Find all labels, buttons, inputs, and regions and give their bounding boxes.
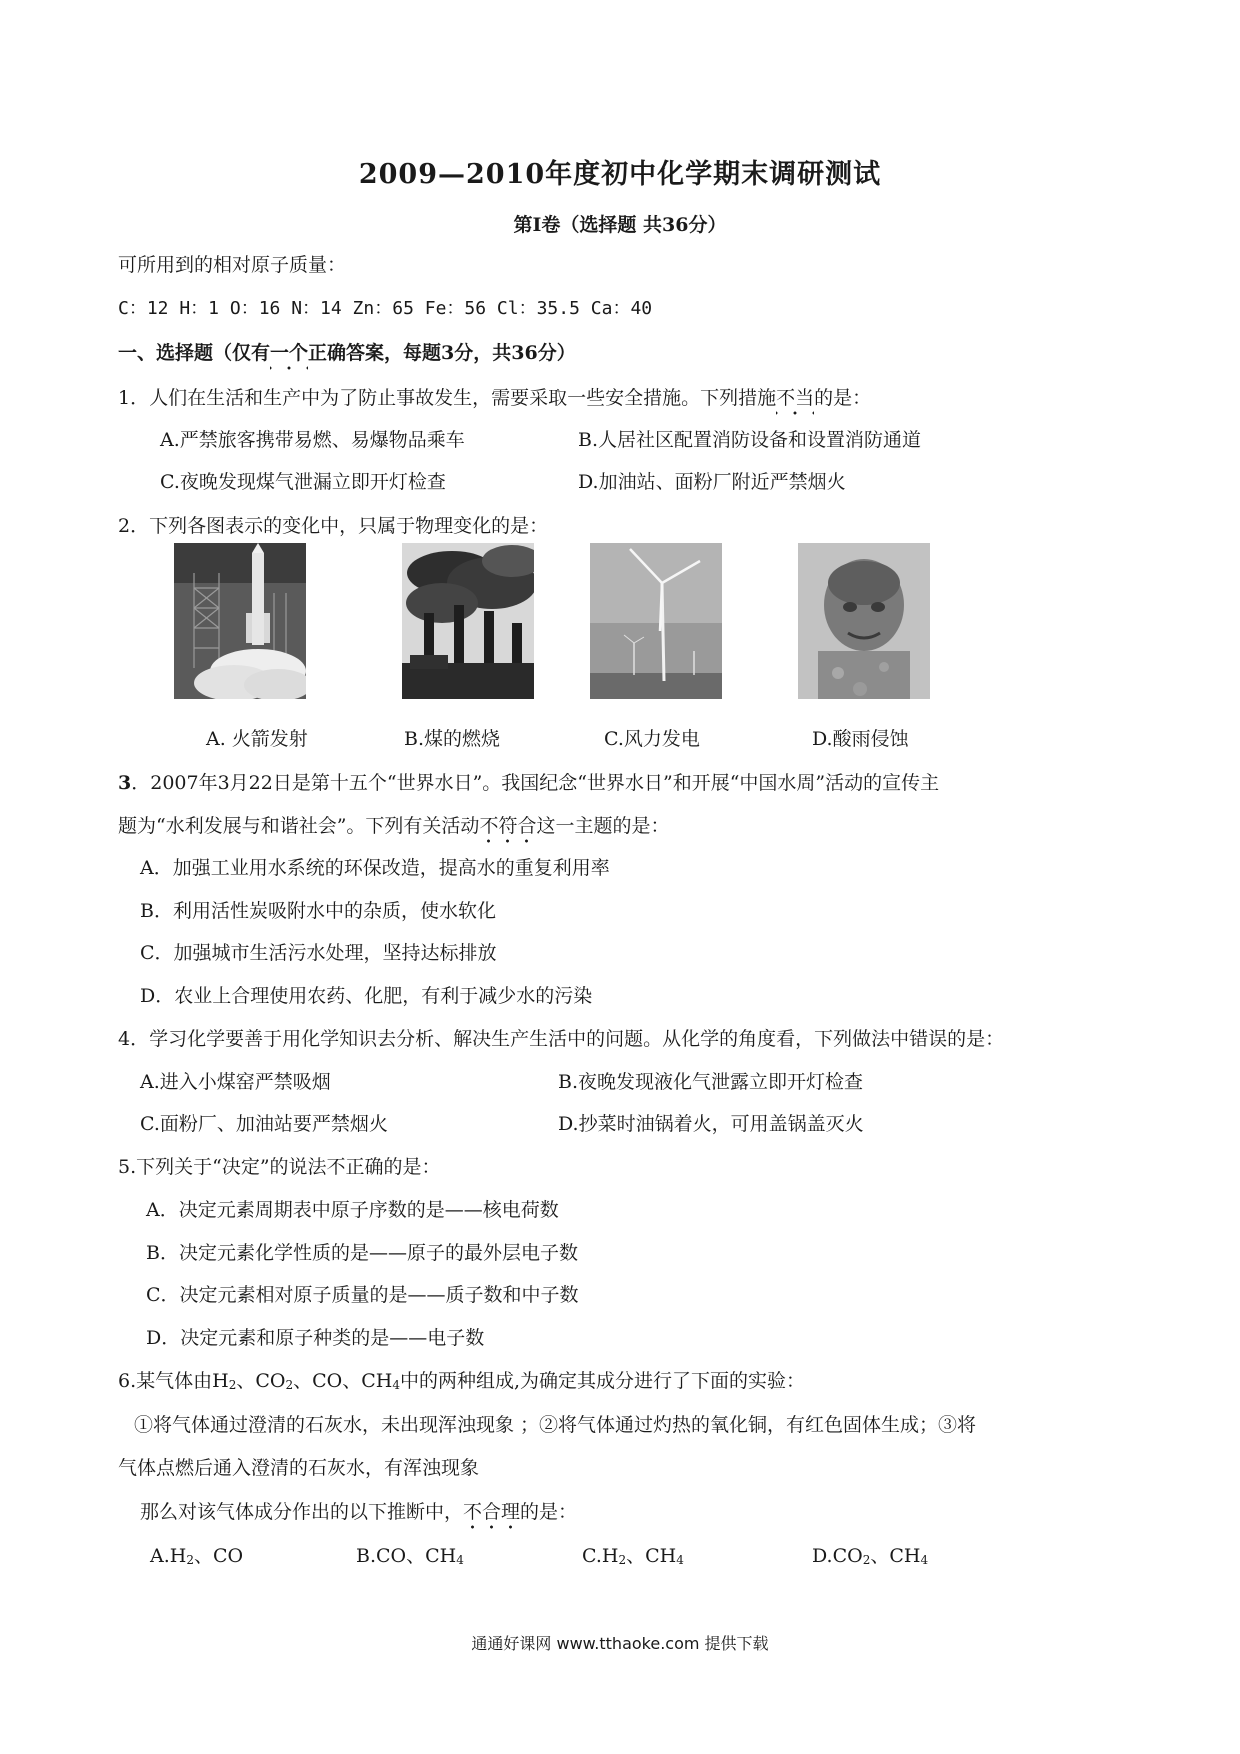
question-4-option-c: C.面粉厂、加油站要严禁烟火 — [140, 1113, 388, 1135]
question-4-option-a: A.进入小煤窑严禁吸烟 — [140, 1071, 331, 1093]
question-3-line-1-text: ．2007年3月22日是第十五个“世界水日”。我国纪念“世界水日”和开展“中国水周”活动的宣传主 — [131, 772, 940, 794]
wind-turbine-image — [590, 543, 722, 699]
section-heading-suffix: 正确答案，每题3分，共36分） — [308, 342, 576, 364]
question-6-stem-part: 6.某气体由H — [118, 1370, 229, 1392]
subscript: 2 — [228, 1378, 237, 1392]
question-1-option-b: B.人居社区配置消防设备和设置消防通道 — [578, 429, 922, 451]
section-heading-prefix: 一、选择题（仅有 — [118, 342, 271, 364]
question-5-option-d: D．决定元素和原子种类的是——电子数 — [146, 1327, 485, 1349]
option-text: B.CO、CH — [356, 1545, 457, 1567]
question-3-line-2-text: 题为“水利发展与和谐社会”。下列有关活动 — [118, 815, 480, 837]
question-3-stem-line-2 — [118, 811, 669, 838]
question-3-emphasis: 不符合 — [479, 815, 537, 837]
question-3-line-2-end: 这一主题的是： — [536, 815, 670, 837]
option-text: C.H — [582, 1545, 619, 1567]
subscript: 2 — [618, 1553, 627, 1567]
option-text: 、CO — [193, 1545, 244, 1567]
question-6-emphasis: 不合理 — [463, 1501, 521, 1523]
question-3-option-d: D．农业上合理使用农药、化肥，有利于减少水的污染 — [140, 985, 593, 1007]
page-subtitle: 第I卷（选择题 共36分） — [513, 214, 727, 236]
subscript: 2 — [285, 1378, 294, 1392]
option-text: 、CH — [870, 1545, 921, 1567]
question-6-option-d — [812, 1541, 928, 1568]
question-1-stem — [118, 383, 871, 410]
question-6-experiment-line-2: 气体点燃后通入澄清的石灰水，有浑浊现象 — [118, 1457, 480, 1479]
question-6-stem-part: 中的两种组成,为确定其成分进行了下面的实验： — [399, 1370, 806, 1392]
question-3-option-c: C．加强城市生活污水处理，坚持达标排放 — [140, 942, 497, 964]
question-1-stem-end: 的是： — [814, 387, 872, 409]
question-5-option-c: C．决定元素相对原子质量的是——质子数和中子数 — [146, 1284, 579, 1306]
question-6-stem-part: 、CO — [236, 1370, 286, 1392]
question-3-option-a: A．加强工业用水系统的环保改造，提高水的重复利用率 — [140, 857, 610, 879]
question-1-emphasis: 不当 — [776, 387, 815, 409]
eroded-statue-image — [798, 543, 930, 699]
page-title: 2009—2010年度初中化学期末调研测试 — [358, 159, 882, 190]
subscript: 4 — [392, 1378, 400, 1392]
question-5-option-a: A．决定元素周期表中原子序数的是——核电荷数 — [146, 1199, 559, 1221]
rocket-launch-image — [174, 543, 306, 699]
question-6-option-b — [356, 1541, 464, 1568]
coal-burning-image — [402, 543, 534, 699]
question-6-option-a — [150, 1541, 243, 1568]
question-1-option-c: C.夜晚发现煤气泄漏立即开灯检查 — [160, 471, 446, 493]
question-6-ask — [140, 1497, 577, 1524]
question-2-caption-b: B.煤的燃烧 — [404, 728, 501, 750]
option-text: D.CO — [812, 1545, 863, 1567]
page-footer: 通通好课网 www.tthaoke.com 提供下载 — [471, 1634, 769, 1653]
question-3-number: 3 — [118, 772, 132, 794]
question-2-caption-a: A. 火箭发射 — [206, 728, 308, 750]
subscript: 4 — [456, 1553, 464, 1567]
section-heading — [118, 338, 576, 365]
question-2-stem: 2．下列各图表示的变化中，只属于物理变化的是： — [118, 515, 549, 537]
subscript: 2 — [862, 1553, 871, 1567]
option-text: 、CH — [626, 1545, 677, 1567]
question-6-option-c — [582, 1541, 684, 1568]
subscript: 2 — [186, 1553, 194, 1567]
question-1-stem-text: 1．人们在生活和生产中为了防止事故发生，需要采取一些安全措施。下列措施 — [118, 387, 777, 409]
question-4-stem: 4．学习化学要善于用化学知识去分析、解决生产生活中的问题。从化学的角度看，下列做法中错误的是： — [118, 1028, 1005, 1050]
question-6-ask-end: 的是： — [520, 1501, 578, 1523]
question-2-caption-d: D.酸雨侵蚀 — [812, 728, 909, 750]
question-2-caption-c: C.风力发电 — [604, 728, 700, 750]
question-6-stem-part: 、CO、CH — [293, 1370, 393, 1392]
question-5-stem: 5.下列关于“决定”的说法不正确的是： — [118, 1156, 441, 1178]
question-1-option-d: D.加油站、面粉厂附近严禁烟火 — [578, 471, 846, 493]
atomic-mass-values: C：12 H：1 O：16 N：14 Zn：65 Fe：56 Cl：35.5 Ca：40 — [118, 298, 653, 319]
question-6-stem — [118, 1366, 805, 1393]
question-6-experiment-line-1: ①将气体通过澄清的石灰水，未出现浑浊现象 ；②将气体通过灼热的氧化铜，有红色固体生成；③将 — [134, 1414, 977, 1436]
section-heading-emphasis: 一个 — [270, 342, 309, 364]
atomic-mass-intro: 可所用到的相对原子质量： — [118, 254, 347, 276]
question-4-option-d: D.抄菜时油锅着火，可用盖锅盖灭火 — [558, 1113, 864, 1135]
option-text: A.H — [150, 1545, 187, 1567]
question-6-ask-text: 那么对该气体成分作出的以下推断中， — [140, 1501, 464, 1523]
subscript: 4 — [676, 1553, 684, 1567]
question-4-option-b: B.夜晚发现液化气泄露立即开灯检查 — [558, 1071, 864, 1093]
question-3-option-b: B．利用活性炭吸附水中的杂质，使水软化 — [140, 900, 496, 922]
question-1-option-a: A.严禁旅客携带易燃、易爆物品乘车 — [160, 429, 465, 451]
question-3-stem-line-1 — [118, 768, 939, 795]
subscript: 4 — [920, 1553, 929, 1567]
question-5-option-b: B．决定元素化学性质的是——原子的最外层电子数 — [146, 1242, 578, 1264]
